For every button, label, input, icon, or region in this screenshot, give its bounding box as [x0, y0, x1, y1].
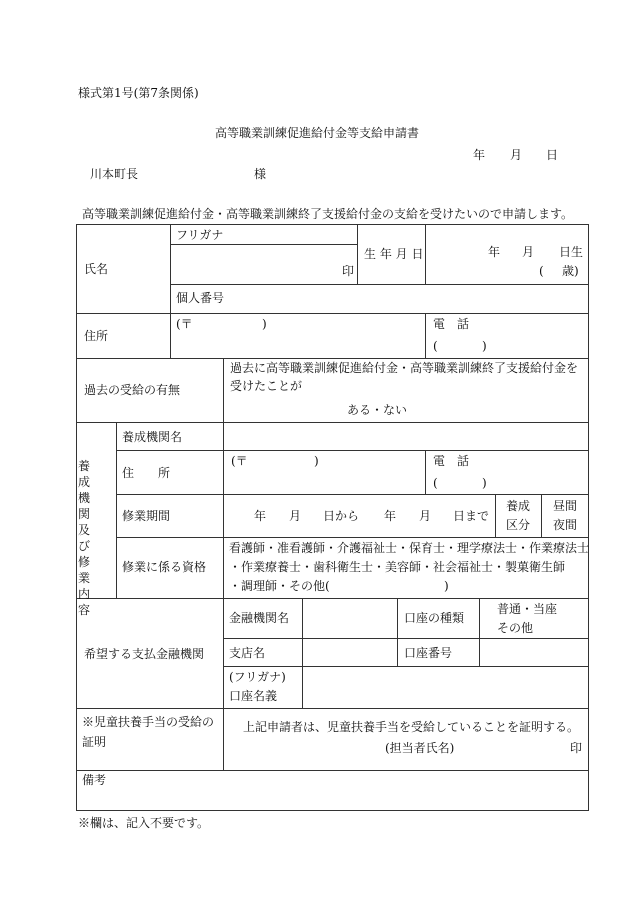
- institution-name-label: 養成機関名: [122, 430, 183, 444]
- address-postal-close: ): [262, 317, 267, 331]
- period-to-year: 年: [384, 509, 397, 523]
- qualification-list-line1: 看護師・准看護師・介護福祉士・保育士・理学療法士・作業療法士: [229, 541, 590, 555]
- branch-name-label: 支店名: [229, 646, 266, 660]
- institution-phone-close: ): [482, 476, 487, 490]
- study-period-label: 修業期間: [122, 509, 171, 523]
- institution-address-label: 住 所: [122, 466, 171, 480]
- address-label: 住所: [84, 329, 109, 343]
- certification-label-line1: ※児童扶養手当の受給の: [82, 715, 215, 729]
- institution-phone-open: (: [433, 476, 438, 490]
- birth-day-label: 日生: [559, 245, 584, 259]
- past-receipt-text-line1: 過去に高等職業訓練促進給付金・高等職業訓練終了支援給付金を: [230, 361, 579, 375]
- institution-postal-open: (〒: [231, 454, 248, 468]
- remarks-label: 備考: [82, 773, 107, 787]
- furigana-label: フリガナ: [176, 228, 224, 242]
- address-postal-open: (〒: [176, 317, 193, 331]
- addressee: 川本町長: [90, 167, 139, 181]
- period-to-day: 日まで: [453, 509, 490, 523]
- date-day-label: 日: [546, 148, 559, 162]
- address-phone-label: 電 話: [433, 317, 470, 331]
- period-from-year: 年: [254, 509, 267, 523]
- account-holder-label: 口座名義: [229, 689, 278, 703]
- footer-note: ※欄は、記入不要です。: [78, 816, 210, 830]
- bank-section-label: 希望する支払金融機関: [84, 647, 205, 661]
- date-month-label: 月: [510, 148, 523, 162]
- intro-text: 高等職業訓練促進給付金・高等職業訓練終了支援給付金の支給を受けたいので申請します。: [82, 207, 574, 221]
- form-number: 様式第1号(第7条関係): [78, 86, 199, 100]
- certification-label-line2: 証明: [82, 735, 107, 749]
- age-unit: 歳): [562, 264, 579, 278]
- past-receipt-text-line2: 受けたことが: [230, 379, 303, 393]
- certification-officer-label: (担当者氏名): [385, 741, 455, 755]
- bank-name-label: 金融機関名: [229, 611, 290, 625]
- account-type-label: 口座の種類: [404, 611, 465, 625]
- addressee-honorific: 様: [254, 167, 267, 181]
- training-group-label: 養成機関及び修業内容: [77, 459, 90, 617]
- period-from-day: 日から: [323, 509, 360, 523]
- birth-year-label: 年: [488, 245, 501, 259]
- address-phone-close: ): [482, 339, 487, 353]
- institution-postal-close: ): [314, 454, 319, 468]
- form-title: 高等職業訓練促進給付金等支給申請書: [215, 126, 420, 140]
- account-number-label: 口座番号: [404, 646, 453, 660]
- birth-date-label: 生 年 月 日: [364, 247, 424, 261]
- account-holder-furigana-label: (フリガナ): [229, 670, 286, 684]
- age-open: (: [539, 264, 544, 278]
- period-from-month: 月: [289, 509, 302, 523]
- my-number-label: 個人番号: [176, 291, 225, 305]
- qualification-other-close: ): [444, 579, 449, 593]
- birth-month-label: 月: [522, 245, 535, 259]
- time-option-night: 夜間: [553, 518, 578, 532]
- address-phone-open: (: [433, 339, 438, 353]
- time-option-day: 昼間: [553, 499, 578, 513]
- division-label-line2: 区分: [506, 518, 531, 532]
- name-label: 氏名: [84, 262, 109, 276]
- date-year-label: 年: [473, 148, 486, 162]
- period-to-month: 月: [419, 509, 432, 523]
- past-receipt-label: 過去の受給の有無: [84, 383, 181, 397]
- certification-seal: 印: [570, 741, 583, 755]
- past-receipt-choice: ある・ない: [347, 403, 408, 417]
- seal-mark: 印: [342, 264, 355, 278]
- qualification-list-line3: ・調理師・その他(: [229, 579, 330, 593]
- account-type-option2: その他: [497, 621, 534, 635]
- qualification-label: 修業に係る資格: [122, 560, 207, 574]
- certification-text: 上記申請者は、児童扶養手当を受給していることを証明する。: [243, 720, 580, 734]
- division-label-line1: 養成: [506, 499, 531, 513]
- institution-phone-label: 電 話: [433, 454, 470, 468]
- qualification-list-line2: ・作業療養士・歯科衛生士・美容師・社会福祉士・製菓衛生師: [229, 560, 566, 574]
- account-type-option1: 普通・当座: [497, 602, 558, 616]
